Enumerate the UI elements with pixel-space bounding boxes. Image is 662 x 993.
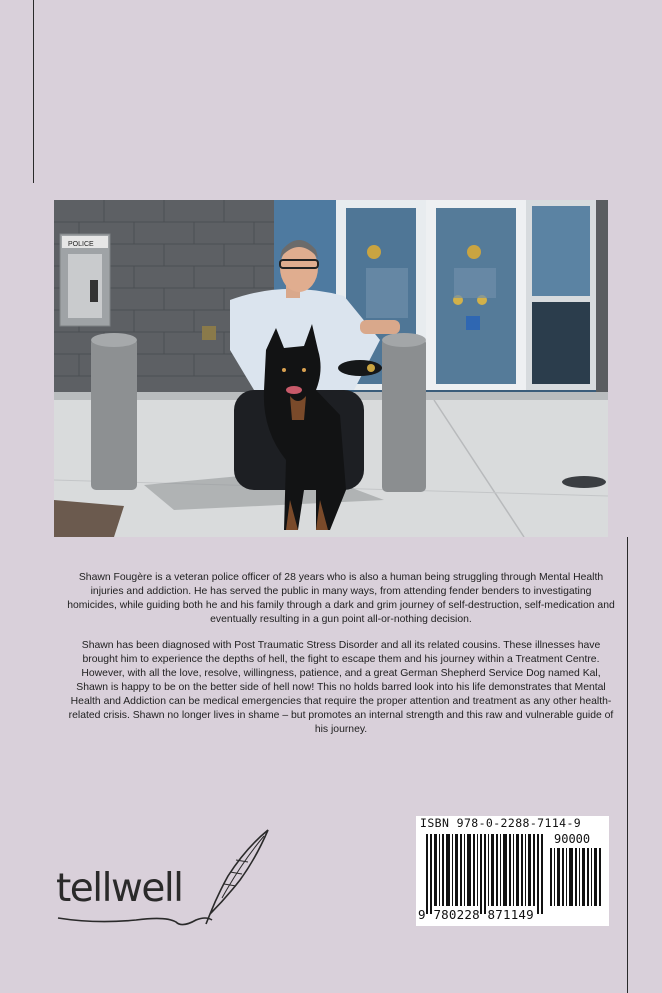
police-sign: POLICE bbox=[68, 241, 94, 248]
publisher-name: tellwell bbox=[56, 866, 183, 911]
right-margin-rule bbox=[627, 537, 628, 993]
isbn-barcode bbox=[416, 816, 609, 926]
left-margin-rule bbox=[33, 0, 34, 183]
price-code: 90000 bbox=[554, 832, 591, 846]
author-photo bbox=[54, 200, 608, 537]
isbn-label: ISBN 978-0-2288-7114-9 bbox=[420, 816, 582, 830]
back-cover-blurb bbox=[66, 571, 616, 749]
quill-pen-icon bbox=[56, 828, 276, 938]
ean-barcode-bars bbox=[426, 834, 546, 914]
ean-digits: 9 780228 871149 bbox=[418, 907, 534, 922]
blurb-paragraph-2: Shawn has been diagnosed with Post Traumatic Stress Disorder and all its related cousins. These illnesses have brought him to experience the depths of hell, the fight to escape them and his journey within a Treatment Centre. However, with all the love, resolve, willingness, patience, and a great German Shepherd Service Dog named Kal, Shawn is happy to be on the better side of hell now! This no holds barred look into his life demonstrates that Mental Health and Addiction can be medical emergencies that require the proper attention and treatment as any other health-related crisis. Shawn no longer lives in shame – but promotes an internal strength and this raw and vulnerable guide of his journey. bbox=[68, 640, 614, 735]
price-barcode-bars bbox=[550, 848, 604, 906]
blurb-paragraph-1: Shawn Fougère is a veteran police officer of 28 years who is also a human being struggling through Mental Health injuries and addiction. He has served the public in many ways, from attending fender benders to investigating homicides, while guiding both he and his family through a dark and grim journey of self-destruction, self-medication and eventually resulting in a gun point all-or-nothing decision. bbox=[67, 572, 615, 625]
publisher-logo bbox=[56, 828, 276, 938]
